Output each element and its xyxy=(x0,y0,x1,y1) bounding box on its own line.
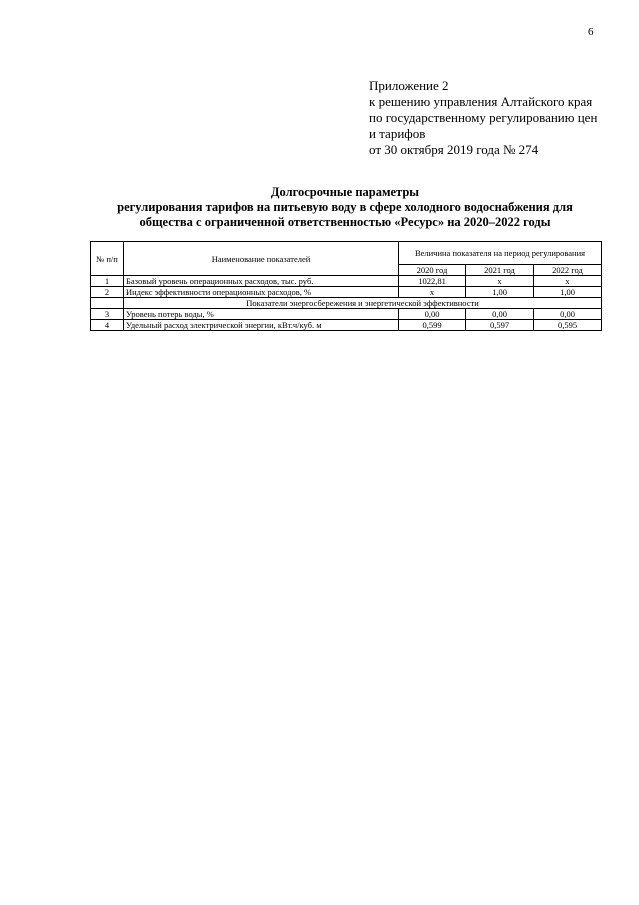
table-row xyxy=(91,276,602,287)
header-year: 2021 год xyxy=(466,265,534,276)
annex-line: по государственному регулированию цен xyxy=(369,110,598,125)
row-value: 1,00 xyxy=(534,287,602,298)
row-value: 0,00 xyxy=(534,309,602,320)
row-value: 1022,81 xyxy=(399,276,466,287)
row-value: x xyxy=(534,276,602,287)
row-num: 3 xyxy=(91,309,124,320)
section-empty-cell xyxy=(91,298,124,309)
document-title xyxy=(85,185,605,230)
row-value: 1,00 xyxy=(466,287,534,298)
row-name: Удельный расход электрической энергии, кВт.ч/куб. м xyxy=(124,320,399,331)
row-num: 4 xyxy=(91,320,124,331)
annex-line: к решению управления Алтайского края xyxy=(369,94,593,109)
section-title: Показатели энергосбережения и энергетической эффективности xyxy=(124,298,602,309)
row-value: 0,00 xyxy=(466,309,534,320)
table-row xyxy=(91,320,602,331)
row-value: 0,597 xyxy=(466,320,534,331)
row-value: 0,595 xyxy=(534,320,602,331)
title-line: регулирования тарифов на питьевую воду в сфере холодного водоснабжения для xyxy=(117,200,573,214)
header-num: № п/п xyxy=(91,242,124,276)
annex-line: и тарифов xyxy=(369,126,426,141)
row-num: 1 xyxy=(91,276,124,287)
row-value: x xyxy=(466,276,534,287)
header-name: Наименование показателей xyxy=(124,242,399,276)
header-year: 2022 год xyxy=(534,265,602,276)
row-num: 2 xyxy=(91,287,124,298)
annex-line: от 30 октября 2019 года № 274 xyxy=(369,142,539,157)
row-value: 0,599 xyxy=(399,320,466,331)
table-row xyxy=(91,287,602,298)
table-row xyxy=(91,309,602,320)
annex-line: Приложение 2 xyxy=(369,78,449,93)
row-value: 0,00 xyxy=(399,309,466,320)
title-line: общества с ограниченной ответственностью «Ресурс» на 2020–2022 годы xyxy=(139,215,551,229)
row-value: x xyxy=(399,287,466,298)
row-name: Индекс эффективности операционных расходов, % xyxy=(124,287,399,298)
row-name: Базовый уровень операционных расходов, тыс. руб. xyxy=(124,276,399,287)
table-section-row xyxy=(91,298,602,309)
table-header-row xyxy=(91,242,602,265)
page-number: 6 xyxy=(588,26,594,38)
row-name: Уровень потерь воды, % xyxy=(124,309,399,320)
annex-block xyxy=(369,78,597,158)
title-line: Долгосрочные параметры xyxy=(270,185,420,199)
header-year: 2020 год xyxy=(399,265,466,276)
parameters-table xyxy=(90,241,602,331)
header-period: Величина показателя на период регулирования xyxy=(399,242,602,265)
